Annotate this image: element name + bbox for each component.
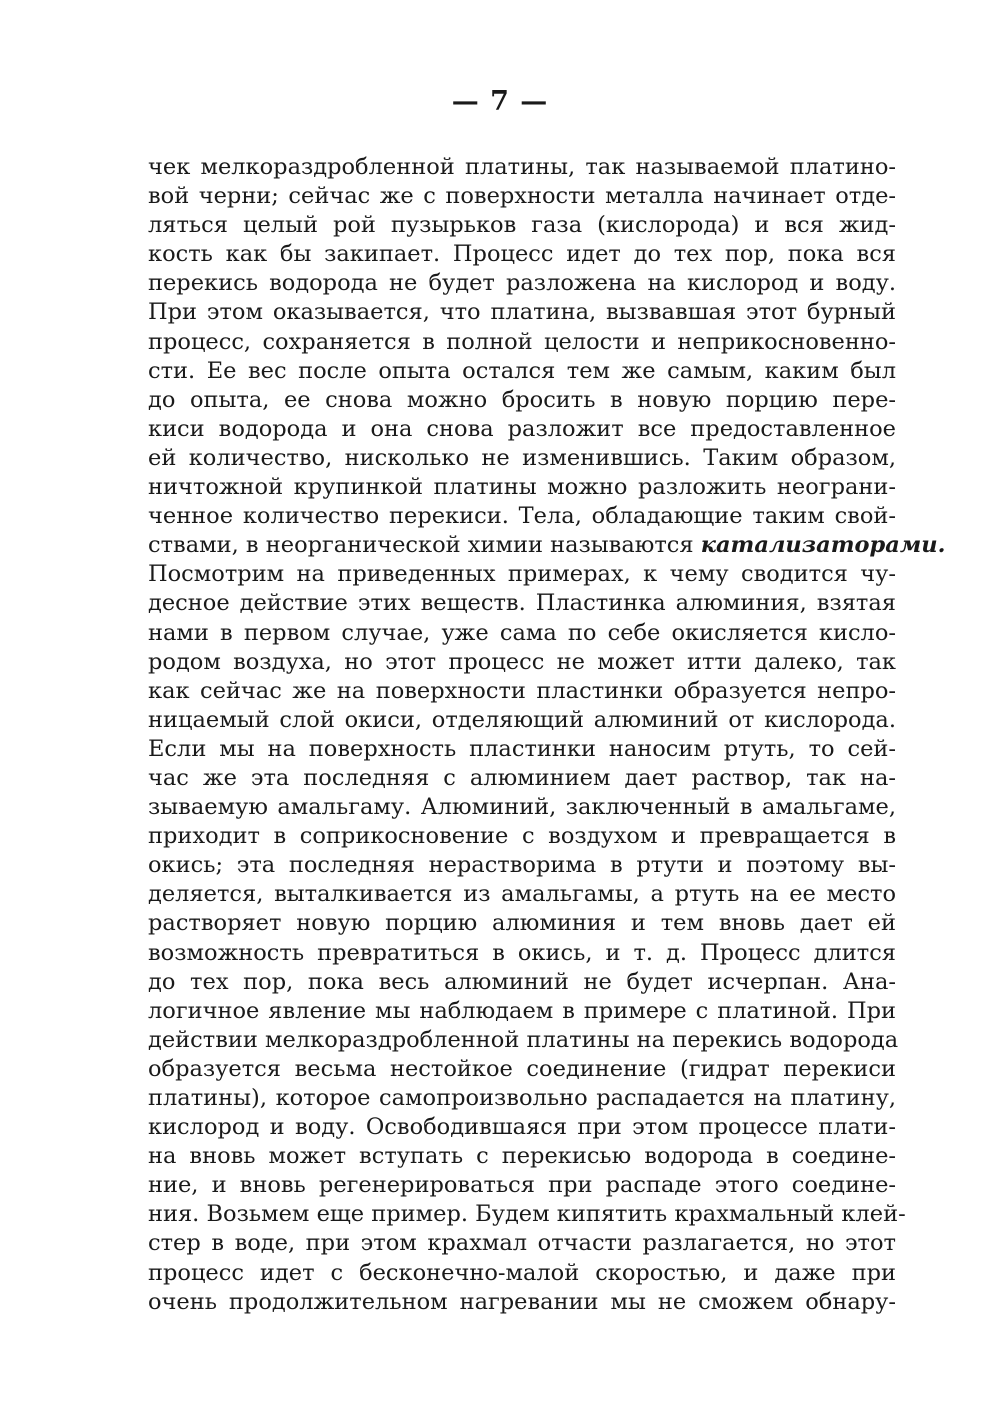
- text-line: до опыта, ее снова можно бросить в новую порцию пере-: [148, 386, 896, 413]
- text-line: ляться целый рой пузырьков газа (кислорода) и вся жид-: [148, 212, 896, 239]
- text-line: окись; эта последняя нерастворима в ртути и поэтому вы-: [148, 852, 896, 879]
- text-line: возможность превратиться в окись, и т. д. Процесс длится: [148, 939, 896, 966]
- text-line: вой черни; сейчас же с поверхности металла начинает отде-: [148, 183, 896, 210]
- body-text: [148, 153, 946, 1317]
- text-line: процесс идет с бесконечно-малой скоростью, и даже при: [148, 1259, 896, 1286]
- text-line: десное действие этих веществ. Пластинка алюминия, взятая: [148, 590, 896, 617]
- text-line: сти. Ее вес после опыта остался тем же самым, каким был: [148, 357, 896, 384]
- text-line: действии мелкораздробленной платины на перекись водорода: [148, 1026, 899, 1053]
- emphasized-term: катализаторами.: [700, 532, 946, 559]
- text-line: час же эта последняя с алюминием дает раствор, так на-: [148, 764, 896, 791]
- text-line: зываемую амальгаму. Алюминий, заключенный в амальгаме,: [148, 794, 896, 821]
- text-line: растворяет новую порцию алюминия и тем вновь дает ей: [148, 910, 896, 937]
- text-line: ей количество, нисколько не изменившись. Таким образом,: [148, 444, 896, 471]
- page-number: — 7 —: [451, 86, 549, 117]
- text-line: приходит в соприкосновение с воздухом и превращается в: [148, 823, 896, 850]
- text-line: ченное количество перекиси. Тела, обладающие таким свой-: [148, 503, 896, 530]
- text-line: ничтожной крупинкой платины можно разложить неограни-: [148, 474, 896, 501]
- text-line: нами в первом случае, уже сама по себе окисляется кисло-: [148, 619, 896, 646]
- text-line: образуется весьма нестойкое соединение (гидрат перекиси: [148, 1055, 896, 1082]
- text-line: как сейчас же на поверхности пластинки образуется непро-: [148, 677, 896, 704]
- text-line: до тех пор, пока весь алюминий не будет исчерпан. Ана-: [148, 968, 896, 995]
- text-line-with-emphasis: [148, 531, 946, 560]
- text-line: процесс, сохраняется в полной целости и неприкосновенно-: [148, 328, 896, 355]
- text-line: Если мы на поверхность пластинки наносим ртуть, то сей-: [148, 735, 896, 762]
- text-line: родом воздуха, но этот процесс не может итти далеко, так: [148, 648, 896, 675]
- text-line: ние, и вновь регенерироваться при распаде этого соедине-: [148, 1172, 896, 1199]
- text-line: на вновь может вступать с перекисью водорода в соедине-: [148, 1143, 896, 1170]
- text-line: ницаемый слой окиси, отделяющий алюминий от кислорода.: [148, 706, 896, 733]
- text-line: стер в воде, при этом крахмал отчасти разлагается, но этот: [148, 1230, 896, 1257]
- text-line: платины), которое самопроизвольно распадается на платину,: [148, 1085, 896, 1111]
- text-line: Посмотрим на приведенных примерах, к чему сводится чу-: [148, 561, 896, 588]
- text-line: логичное явление мы наблюдаем в примере с платиной. При: [148, 997, 896, 1024]
- text-line: При этом оказывается, что платина, вызвавшая этот бурный: [148, 299, 896, 326]
- text-line: кость как бы закипает. Процесс идет до тех пор, пока вся: [148, 241, 896, 268]
- text-line: кислород и воду. Освободившаяся при этом процессе плати-: [148, 1114, 896, 1141]
- text-line: деляется, выталкивается из амальгамы, а ртуть на ее место: [148, 881, 896, 908]
- text-line-start: ствами, в неорганической химии называются: [148, 532, 701, 559]
- text-line: ния. Возьмем еще пример. Будем кипятить крахмальный клей-: [148, 1201, 906, 1228]
- text-line: очень продолжительном нагревании мы не сможем обнару-: [148, 1288, 896, 1315]
- text-line: перекись водорода не будет разложена на кислород и воду.: [148, 270, 896, 297]
- text-line: чек мелкораздробленной платины, так называемой платино-: [148, 154, 896, 180]
- text-line: киси водорода и она снова разложит все предоставленное: [148, 415, 896, 442]
